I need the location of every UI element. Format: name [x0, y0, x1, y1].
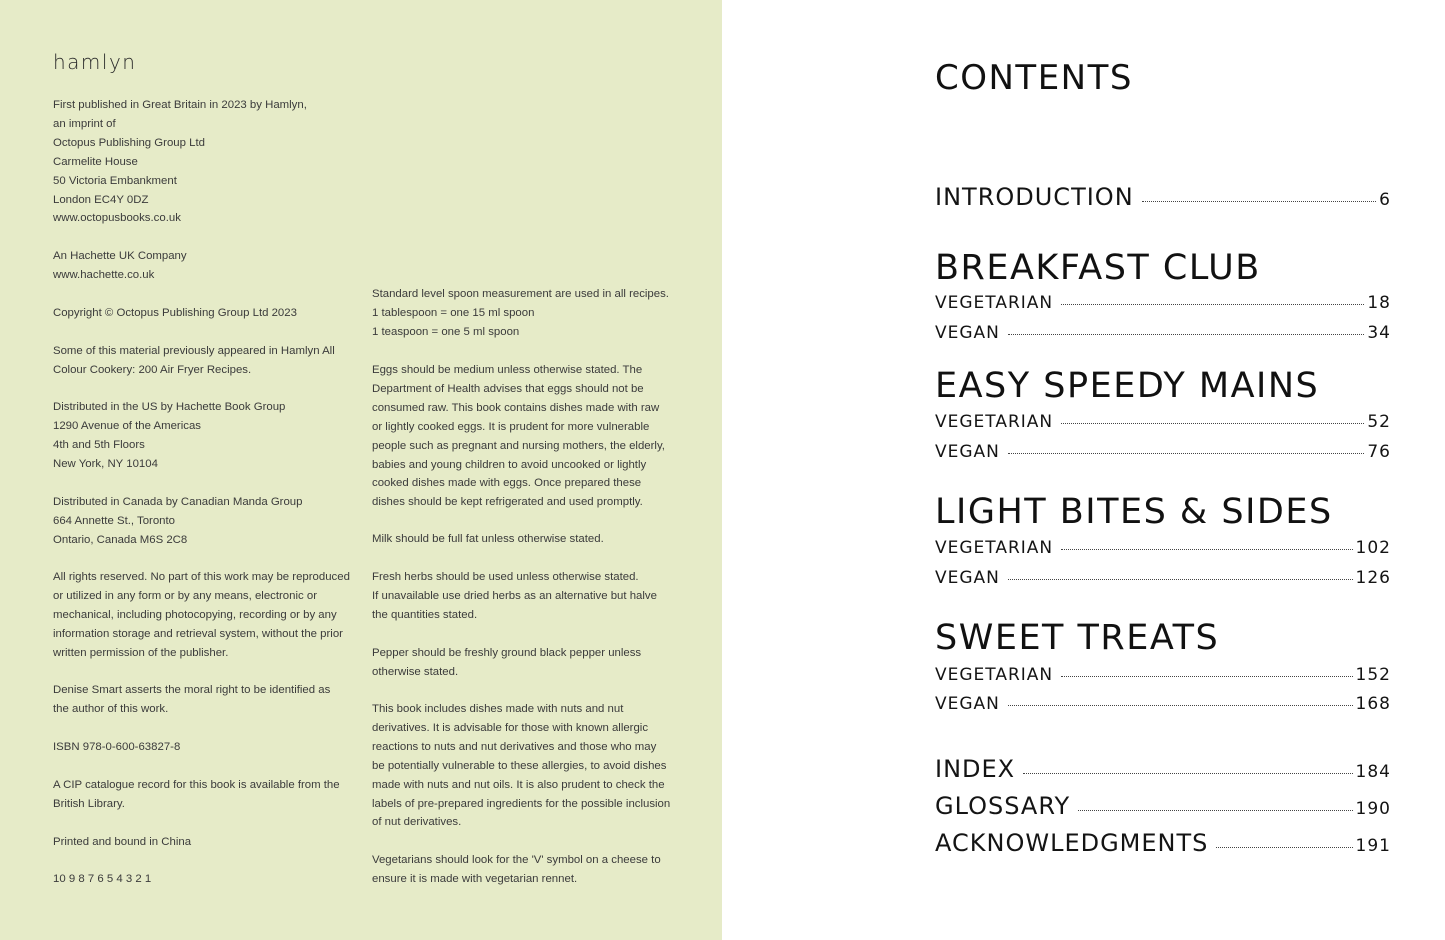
- imprint-paragraph: [53, 398, 285, 474]
- imprint-line: mechanical, including photocopying, recording or by any: [53, 608, 337, 621]
- imprint-line: A CIP catalogue record for this book is available from the: [53, 779, 340, 791]
- imprint-paragraph: [53, 776, 340, 814]
- imprint-paragraph: [53, 681, 330, 719]
- imprint-line: people such as pregnant and nursing mothers, the elderly,: [372, 439, 665, 452]
- imprint-line: Distributed in the US by Hachette Book Group: [53, 401, 286, 413]
- leader-dots: [1008, 334, 1364, 335]
- leader-dots: [1008, 579, 1353, 580]
- toc-entry-label: VEGAN: [935, 568, 1000, 588]
- toc-entry-label: ACKNOWLEDGMENTS: [935, 829, 1209, 857]
- imprint-line: Carmelite House: [53, 155, 138, 168]
- imprint-line: Pepper should be freshly ground black pepper unless: [372, 647, 642, 659]
- imprint-line: Eggs should be medium unless otherwise stated. The: [372, 364, 643, 376]
- imprint-line: 10 9 8 7 6 5 4 3 2 1: [53, 873, 152, 885]
- imprint-line: Distributed in Canada by Canadian Manda Group: [53, 496, 303, 508]
- leader-dots: [1008, 453, 1364, 454]
- imprint-paragraph: [53, 304, 297, 323]
- leader-dots: [1216, 847, 1352, 848]
- imprint-line: the author of this work.: [53, 702, 169, 715]
- imprint-line: 4th and 5th Floors: [53, 438, 145, 451]
- imprint-line: an imprint of: [53, 117, 116, 130]
- imprint-paragraph: [53, 833, 191, 852]
- toc-entry-vegan[interactable]: [935, 694, 1391, 714]
- imprint-paragraph: [53, 870, 151, 889]
- leader-dots: [1142, 201, 1377, 202]
- imprint-paragraph: [53, 342, 335, 380]
- imprint-line: ISBN 978-0-600-63827-8: [53, 741, 181, 753]
- toc-page-number: 168: [1355, 694, 1391, 714]
- imprint-line: This book includes dishes made with nuts and nut: [372, 703, 624, 715]
- imprint-line: labels of pre-prepared ingredients for the possible inclusion: [372, 797, 671, 810]
- imprint-paragraph: [372, 851, 661, 889]
- toc-page-number: 184: [1355, 762, 1391, 782]
- imprint-line: 50 Victoria Embankment: [53, 174, 177, 187]
- imprint-line: otherwise stated.: [372, 665, 459, 678]
- imprint-paragraph: [372, 644, 641, 682]
- imprint-paragraph: [372, 285, 669, 342]
- imprint-line: the quantities stated.: [372, 608, 478, 621]
- imprint-paragraph: [53, 568, 350, 663]
- toc-entry-label: VEGAN: [935, 694, 1000, 714]
- toc-entry-label: VEGETARIAN: [935, 665, 1054, 685]
- toc-page-number: 52: [1367, 412, 1391, 432]
- imprint-line: made with nuts and nut oils. It is also prudent to check the: [372, 778, 665, 791]
- imprint-line: Octopus Publishing Group Ltd: [53, 136, 205, 149]
- leader-dots: [1078, 810, 1352, 811]
- toc-entry-label: INTRODUCTION: [935, 183, 1134, 211]
- imprint-line: Denise Smart asserts the moral right to be identified as: [53, 684, 331, 696]
- toc-entry-vegan[interactable]: [935, 442, 1391, 462]
- toc-entry-label: VEGETARIAN: [935, 538, 1054, 558]
- toc-entry-introduction[interactable]: [935, 183, 1391, 211]
- toc-entry-label: VEGAN: [935, 323, 1000, 343]
- imprint-line: Some of this material previously appeared in Hamlyn All: [53, 345, 335, 357]
- toc-entry-label: INDEX: [935, 755, 1016, 783]
- toc-entry-label: VEGAN: [935, 442, 1000, 462]
- imprint-line: information storage and retrieval system, without the prior: [53, 627, 343, 640]
- toc-page-number: 191: [1355, 836, 1391, 856]
- imprint-paragraph: [372, 568, 657, 625]
- toc-page-number: 102: [1355, 538, 1391, 558]
- leader-dots: [1008, 705, 1353, 706]
- imprint-line: British Library.: [53, 797, 125, 810]
- imprint-line: ensure it is made with vegetarian rennet.: [372, 872, 578, 885]
- imprint-paragraph: [53, 247, 187, 285]
- imprint-line: dishes should be kept refrigerated and used promptly.: [372, 496, 643, 509]
- imprint-line: reactions to nuts and nut derivatives and those who may: [372, 740, 657, 753]
- imprint-line: New York, NY 10104: [53, 457, 158, 470]
- imprint-line: An Hachette UK Company: [53, 250, 187, 262]
- imprint-line: First published in Great Britain in 2023 by Hamlyn,: [53, 99, 307, 111]
- imprint-line: or lightly cooked eggs. It is prudent for more vulnerable: [372, 420, 650, 433]
- imprint-line: If unavailable use dried herbs as an alternative but halve: [372, 589, 657, 602]
- leader-dots: [1061, 676, 1352, 677]
- imprint-line: Vegetarians should look for the 'V' symbol on a cheese to: [372, 854, 661, 866]
- imprint-page: [0, 0, 722, 940]
- publisher-logo: hamlyn: [53, 50, 137, 74]
- imprint-line: be potentially vulnerable to these allergies, to avoid dishes: [372, 759, 667, 772]
- imprint-line: consumed raw. This book contains dishes made with raw: [372, 401, 660, 414]
- toc-entry-label: GLOSSARY: [935, 792, 1071, 820]
- imprint-line: Standard level spoon measurement are used in all recipes.: [372, 288, 669, 300]
- imprint-line: or utilized in any form or by any means, electronic or: [53, 589, 317, 602]
- toc-entry-vegan[interactable]: [935, 568, 1391, 588]
- imprint-line: Department of Health advises that eggs should not be: [372, 382, 644, 395]
- imprint-line: www.hachette.co.uk: [53, 268, 155, 281]
- section-heading-light-bites-sides: LIGHT BITES & SIDES: [935, 492, 1333, 532]
- imprint-line: 1 tablespoon = one 15 ml spoon: [372, 306, 535, 319]
- imprint-line: babies and young children to avoid uncooked or lightly: [372, 458, 647, 471]
- toc-entry-vegan[interactable]: [935, 323, 1391, 343]
- contents-title: CONTENTS: [935, 58, 1133, 98]
- imprint-paragraph: [372, 530, 604, 549]
- imprint-line: Colour Cookery: 200 Air Fryer Recipes.: [53, 363, 252, 376]
- imprint-line: written permission of the publisher.: [53, 646, 229, 659]
- imprint-line: 1 teaspoon = one 5 ml spoon: [372, 325, 520, 338]
- toc-page-number: 6: [1379, 190, 1391, 210]
- toc-page-number: 126: [1355, 568, 1391, 588]
- toc-page-number: 34: [1367, 323, 1391, 343]
- imprint-line: derivatives. It is advisable for those with known allergic: [372, 721, 649, 734]
- toc-entry-vegetarian[interactable]: [935, 538, 1391, 558]
- toc-entry-acknowledgments[interactable]: [935, 829, 1391, 857]
- toc-entry-label: VEGETARIAN: [935, 293, 1054, 313]
- toc-page-number: 190: [1355, 799, 1391, 819]
- section-heading-easy-speedy-mains: EASY SPEEDY MAINS: [935, 366, 1320, 406]
- toc-page-number: 18: [1367, 293, 1391, 313]
- imprint-paragraph: [372, 361, 665, 512]
- toc-entry-glossary[interactable]: [935, 792, 1391, 820]
- imprint-line: Milk should be full fat unless otherwise stated.: [372, 533, 604, 545]
- imprint-line: 664 Annette St., Toronto: [53, 514, 176, 527]
- imprint-line: of nut derivatives.: [372, 816, 462, 829]
- imprint-paragraph: [53, 493, 302, 550]
- toc-entry-label: VEGETARIAN: [935, 412, 1054, 432]
- imprint-line: cooked dishes made with eggs. Once prepared these: [372, 477, 642, 490]
- toc-entry-vegetarian[interactable]: [935, 665, 1391, 685]
- imprint-line: Fresh herbs should be used unless otherwise stated.: [372, 571, 639, 583]
- toc-entry-vegetarian[interactable]: [935, 412, 1391, 432]
- imprint-line: 1290 Avenue of the Americas: [53, 419, 201, 432]
- toc-page-number: 152: [1355, 665, 1391, 685]
- toc-entry-index[interactable]: [935, 755, 1391, 783]
- toc-entry-vegetarian[interactable]: [935, 293, 1391, 313]
- leader-dots: [1023, 773, 1352, 774]
- section-heading-breakfast-club: BREAKFAST CLUB: [935, 248, 1261, 288]
- leader-dots: [1061, 304, 1364, 305]
- imprint-line: All rights reserved. No part of this work may be reproduced: [53, 571, 350, 583]
- imprint-paragraph: [372, 700, 670, 832]
- leader-dots: [1061, 549, 1352, 550]
- imprint-line: London EC4Y 0DZ: [53, 193, 149, 206]
- section-heading-sweet-treats: SWEET TREATS: [935, 618, 1220, 658]
- toc-page-number: 76: [1367, 442, 1391, 462]
- imprint-line: Ontario, Canada M6S 2C8: [53, 533, 188, 546]
- imprint-paragraph: [53, 96, 307, 228]
- imprint-paragraph: [53, 738, 180, 757]
- imprint-line: www.octopusbooks.co.uk: [53, 212, 181, 225]
- imprint-line: Copyright © Octopus Publishing Group Ltd 2023: [53, 307, 297, 319]
- leader-dots: [1061, 423, 1364, 424]
- imprint-line: Printed and bound in China: [53, 836, 192, 848]
